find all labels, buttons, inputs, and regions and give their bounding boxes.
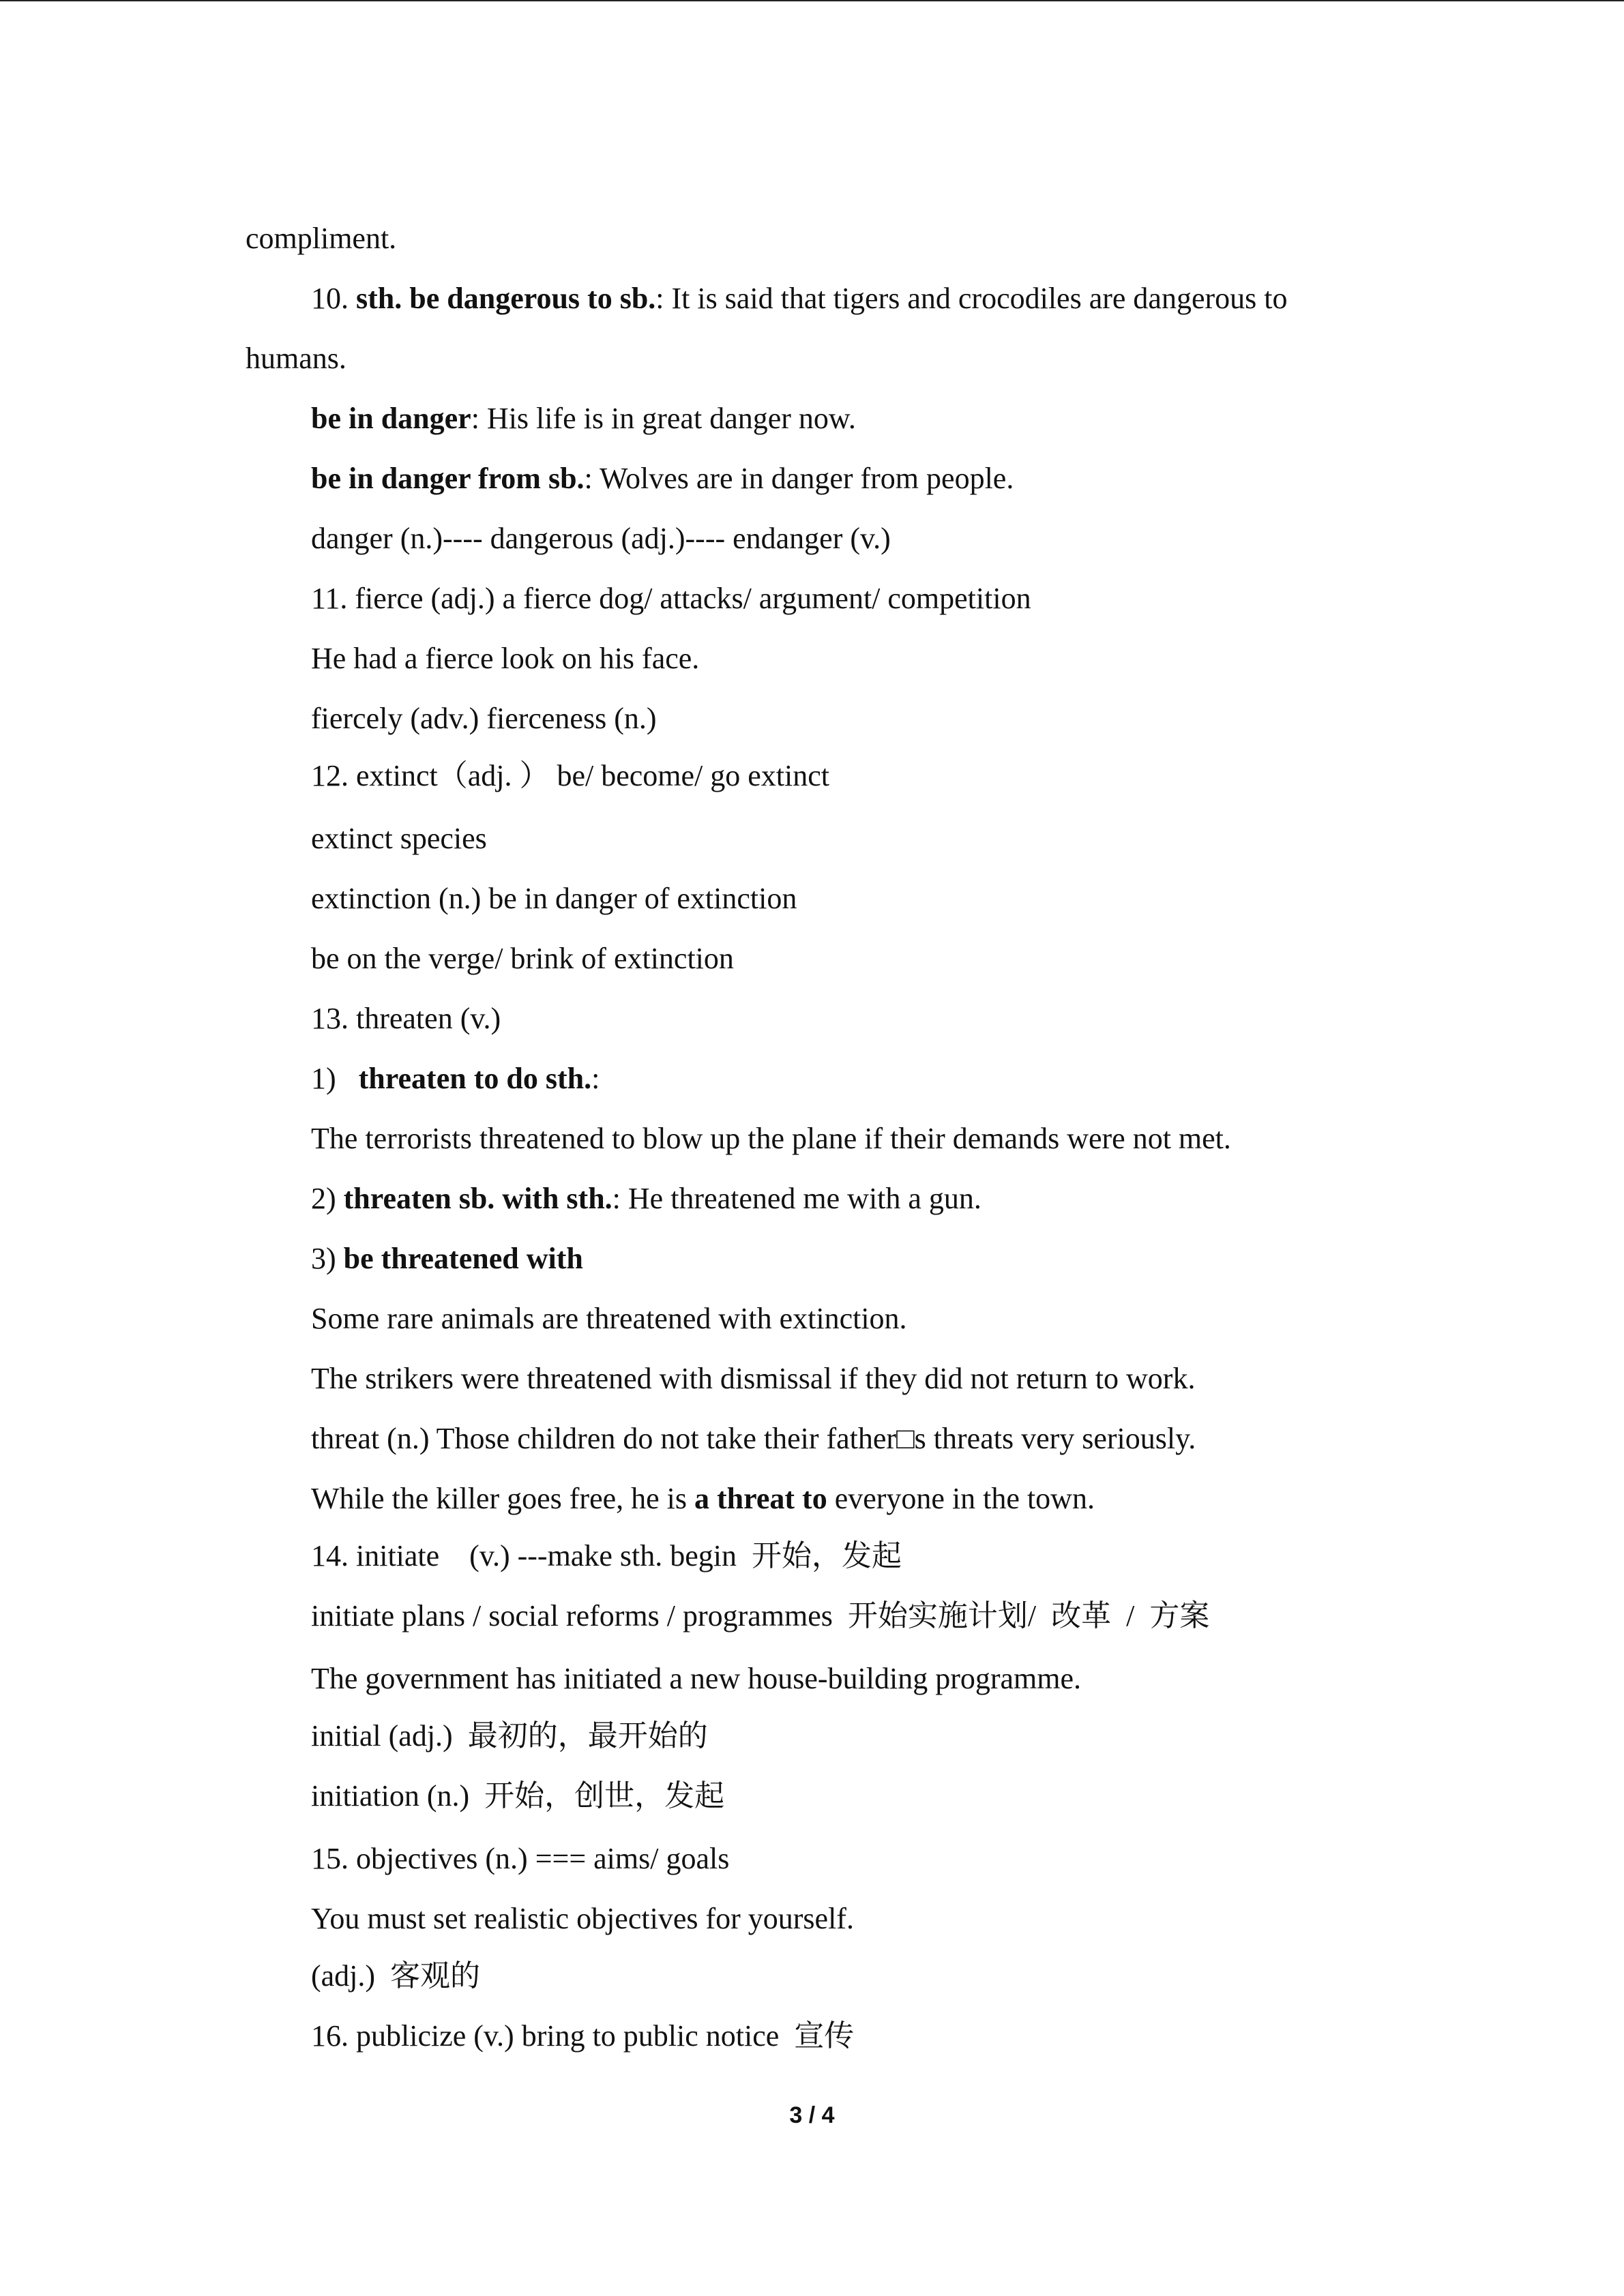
text-line: be in danger: His life is in great danger now.: [311, 402, 856, 435]
text-line: 1) threaten to do sth.:: [311, 1062, 600, 1095]
text-line: The government has initiated a new house-building programme.: [311, 1662, 1082, 1695]
text-line: humans.: [246, 342, 346, 375]
text-line: 16. publicize (v.) bring to public notice 宣传: [311, 2019, 855, 2053]
text-line: 15. objectives (n.) === aims/ goals: [311, 1842, 730, 1875]
bold-phrase: a threat to: [694, 1482, 827, 1515]
text-line: compliment.: [246, 222, 397, 255]
text-line: extinction (n.) be in danger of extinction: [311, 882, 797, 915]
page-top-border: [0, 0, 1624, 1]
text-line: 10. sth. be dangerous to sb.: It is said that tigers and crocodiles are dangerous to: [311, 282, 1288, 315]
text-line: The terrorists threatened to blow up the plane if their demands were not met.: [311, 1122, 1231, 1155]
page-number: 3 / 4: [789, 2102, 835, 2128]
bold-phrase: threaten sb. with sth.: [343, 1182, 612, 1215]
bold-phrase: threaten to do sth.: [358, 1062, 592, 1095]
text-line: You must set realistic objectives for yourself.: [311, 1902, 854, 1935]
text-line: extinct species: [311, 822, 487, 855]
text-line: Some rare animals are threatened with extinction.: [311, 1302, 907, 1335]
text-line: 14. initiate (v.) ---make sth. begin 开始，发起: [311, 1539, 902, 1572]
text-line: be on the verge/ brink of extinction: [311, 942, 734, 975]
text-line: initial (adj.) 最初的，最开始的: [311, 1719, 708, 1753]
text-line: 2) threaten sb. with sth.: He threatened me with a gun.: [311, 1182, 981, 1215]
bold-phrase: be in danger from sb.: [311, 462, 585, 495]
bold-phrase: be threatened with: [343, 1242, 583, 1275]
text-line: 11. fierce (adj.) a fierce dog/ attacks/ argument/ competition: [311, 582, 1031, 615]
text-line: danger (n.)---- dangerous (adj.)---- endanger (v.): [311, 522, 891, 555]
text-line: (adj.) 客观的: [311, 1959, 481, 1993]
text-line: threat (n.) Those children do not take their father□s threats very seriously.: [311, 1422, 1196, 1455]
bold-phrase: be in danger: [311, 402, 471, 435]
text-line: fiercely (adv.) fierceness (n.): [311, 702, 657, 735]
text-line: 13. threaten (v.): [311, 1002, 501, 1035]
text-line: initiate plans / social reforms / programmes 开始实施计划/ 改革 / 方案: [311, 1599, 1210, 1632]
text-line: 3) be threatened with: [311, 1242, 583, 1275]
bold-phrase: sth. be dangerous to sb.: [356, 282, 656, 315]
text-line: be in danger from sb.: Wolves are in danger from people.: [311, 462, 1014, 495]
text-line: While the killer goes free, he is a threat to everyone in the town.: [311, 1482, 1095, 1515]
text-line: The strikers were threatened with dismissal if they did not return to work.: [311, 1362, 1196, 1395]
text-line: initiation (n.) 开始，创世，发起: [311, 1779, 725, 1813]
text-line: He had a fierce look on his face.: [311, 642, 700, 675]
text-line: 12. extinct（adj. ） be/ become/ go extinct: [311, 759, 830, 792]
